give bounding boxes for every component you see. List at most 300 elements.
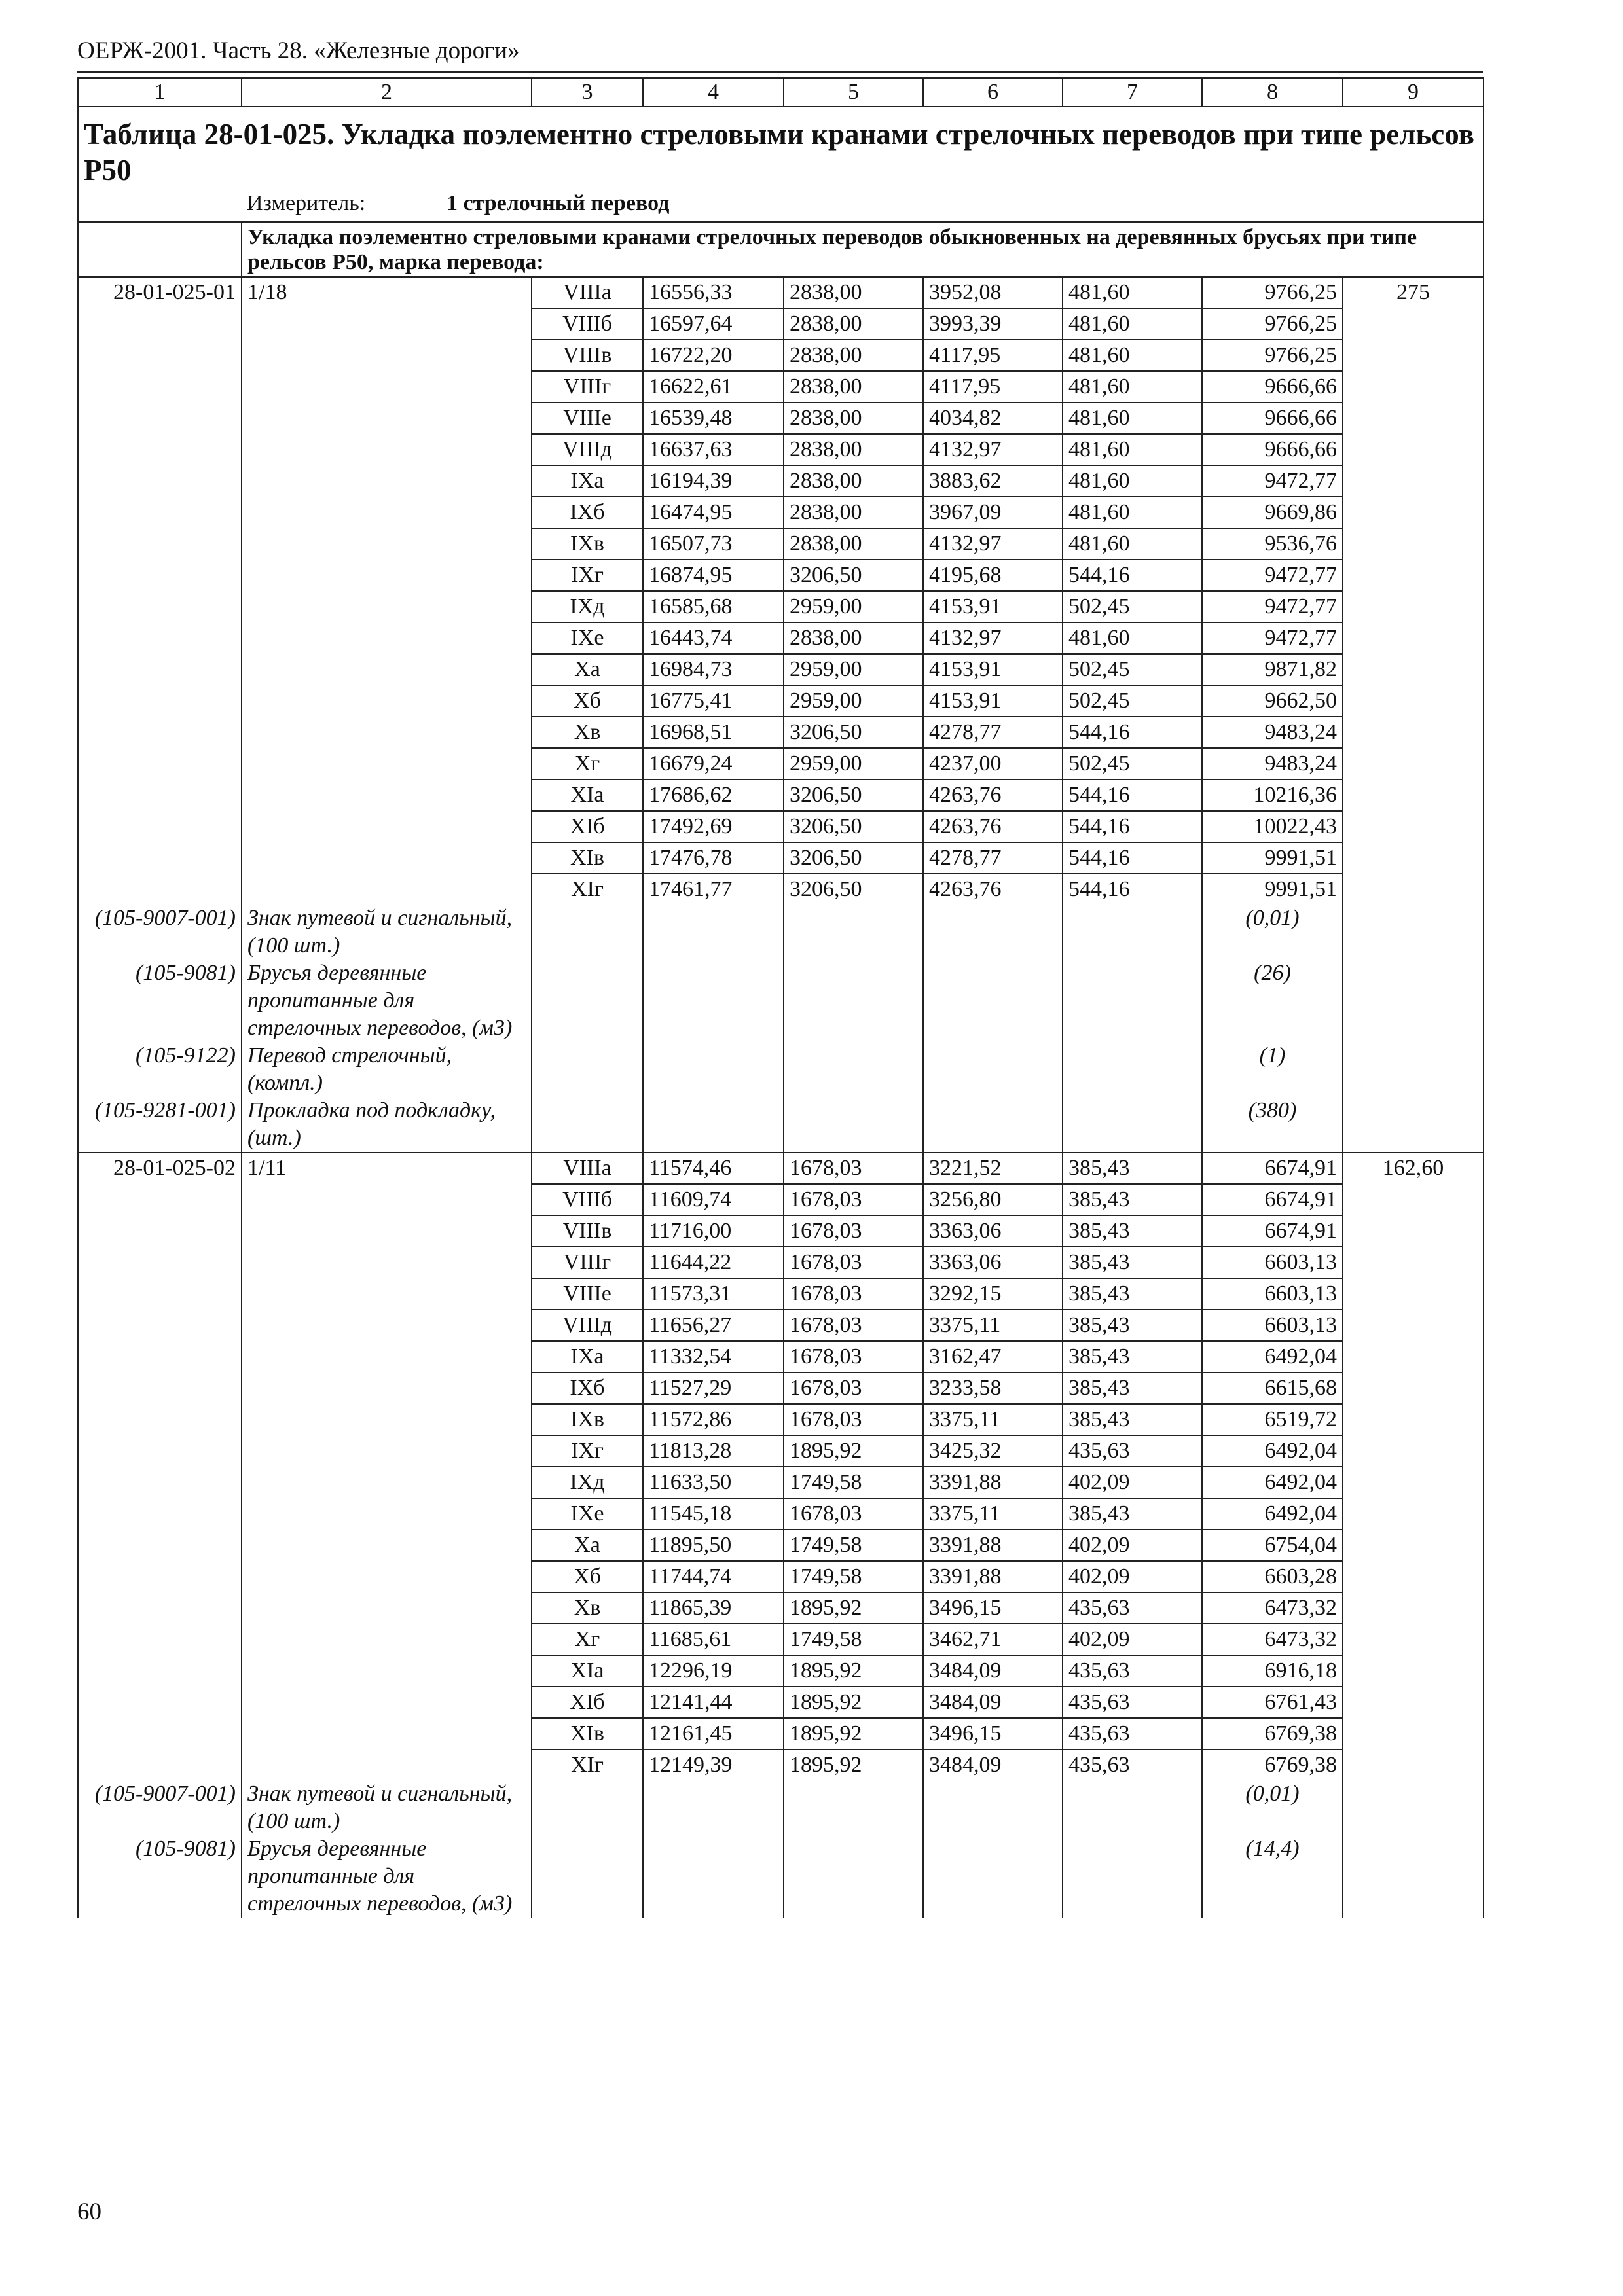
empty-cell xyxy=(1343,905,1484,960)
switch-type: VIIIа xyxy=(532,1153,643,1184)
value-cell: 3233,58 xyxy=(923,1372,1063,1404)
value-cell: 11545,18 xyxy=(643,1498,784,1530)
value-cell: 385,43 xyxy=(1063,1310,1202,1341)
empty-cell xyxy=(643,1835,784,1918)
value-cell: 10216,36 xyxy=(1202,780,1343,811)
value-cell: 1895,92 xyxy=(784,1655,923,1687)
table-row xyxy=(78,748,1484,780)
value-cell: 2838,00 xyxy=(784,403,923,434)
empty-cell xyxy=(1343,780,1484,811)
resource-name: Знак путевой и сигнальный, (100 шт.) xyxy=(242,905,532,960)
table-title: Таблица 28-01-025. Укладка поэлементно стреловыми кранами стрелочных переводов при типе рельсов Р50 xyxy=(78,107,1484,188)
value-cell: 3883,62 xyxy=(923,465,1063,497)
value-cell: 6603,13 xyxy=(1202,1278,1343,1310)
column-number: 3 xyxy=(532,78,643,107)
empty-cell xyxy=(1343,560,1484,591)
value-cell: 16556,33 xyxy=(643,277,784,308)
value-cell: 1749,58 xyxy=(784,1561,923,1592)
empty-cell xyxy=(1343,1561,1484,1592)
empty-cell xyxy=(532,905,643,960)
empty-cell xyxy=(78,1247,242,1278)
empty-cell xyxy=(784,1097,923,1153)
value-cell: 4117,95 xyxy=(923,340,1063,371)
empty-cell xyxy=(242,340,532,371)
value-cell: 402,09 xyxy=(1063,1467,1202,1498)
value-cell: 1678,03 xyxy=(784,1372,923,1404)
table-row xyxy=(78,1184,1484,1215)
value-cell: 11895,50 xyxy=(643,1530,784,1561)
switch-type: XIа xyxy=(532,780,643,811)
section-heading-row xyxy=(78,222,1484,277)
value-cell: 16443,74 xyxy=(643,622,784,654)
switch-type: IXв xyxy=(532,528,643,560)
value-cell: 16585,68 xyxy=(643,591,784,622)
empty-cell xyxy=(78,560,242,591)
value-cell: 2838,00 xyxy=(784,528,923,560)
empty-cell xyxy=(78,842,242,874)
empty-cell xyxy=(78,308,242,340)
empty-cell xyxy=(242,1624,532,1655)
empty-cell xyxy=(242,748,532,780)
value-cell: 1749,58 xyxy=(784,1467,923,1498)
value-cell: 9766,25 xyxy=(1202,308,1343,340)
empty-cell xyxy=(242,1498,532,1530)
empty-cell xyxy=(1343,1749,1484,1780)
switch-type: Xа xyxy=(532,1530,643,1561)
empty-cell xyxy=(242,811,532,842)
empty-cell xyxy=(923,1780,1063,1835)
value-cell: 385,43 xyxy=(1063,1278,1202,1310)
value-cell: 3221,52 xyxy=(923,1153,1063,1184)
value-cell: 16622,61 xyxy=(643,371,784,403)
value-cell: 9472,77 xyxy=(1202,622,1343,654)
value-cell: 4117,95 xyxy=(923,371,1063,403)
value-cell: 6492,04 xyxy=(1202,1498,1343,1530)
empty-cell xyxy=(1343,1718,1484,1749)
value-cell: 9472,77 xyxy=(1202,591,1343,622)
empty-cell xyxy=(923,960,1063,1042)
table-row xyxy=(78,1749,1484,1780)
value-cell: 481,60 xyxy=(1063,528,1202,560)
value-cell: 1895,92 xyxy=(784,1718,923,1749)
switch-type: VIIIг xyxy=(532,371,643,403)
value-cell: 6473,32 xyxy=(1202,1624,1343,1655)
switch-type: VIIIб xyxy=(532,308,643,340)
value-cell: 9766,25 xyxy=(1202,340,1343,371)
switch-type: XIв xyxy=(532,1718,643,1749)
value-cell: 3425,32 xyxy=(923,1435,1063,1467)
value-cell: 11865,39 xyxy=(643,1592,784,1624)
value-cell: 385,43 xyxy=(1063,1341,1202,1372)
empty-cell xyxy=(1343,1097,1484,1153)
switch-type: VIIIб xyxy=(532,1184,643,1215)
empty-cell xyxy=(78,685,242,717)
table-row xyxy=(78,717,1484,748)
switch-type: XIа xyxy=(532,1655,643,1687)
resource-name: Брусья деревянные пропитанные для стрелочных переводов, (м3) xyxy=(242,960,532,1042)
value-cell: 16194,39 xyxy=(643,465,784,497)
page-header: ОЕРЖ-2001. Часть 28. «Железные дороги» xyxy=(77,37,520,64)
empty-cell xyxy=(532,960,643,1042)
empty-cell xyxy=(532,1042,643,1097)
value-cell: 11573,31 xyxy=(643,1278,784,1310)
table-row xyxy=(78,780,1484,811)
empty-cell xyxy=(784,905,923,960)
value-cell: 6674,91 xyxy=(1202,1153,1343,1184)
switch-type: XIв xyxy=(532,842,643,874)
value-cell: 16874,95 xyxy=(643,560,784,591)
empty-cell xyxy=(242,780,532,811)
value-cell: 435,63 xyxy=(1063,1655,1202,1687)
empty-cell xyxy=(1343,842,1484,874)
value-cell: 4195,68 xyxy=(923,560,1063,591)
resource-name: Знак путевой и сигнальный, (100 шт.) xyxy=(242,1780,532,1835)
empty-cell xyxy=(532,1097,643,1153)
value-cell: 544,16 xyxy=(1063,811,1202,842)
value-cell: 11572,86 xyxy=(643,1404,784,1435)
resource-row xyxy=(78,1097,1484,1153)
empty-cell xyxy=(78,874,242,905)
table-row xyxy=(78,1624,1484,1655)
value-cell: 2838,00 xyxy=(784,434,923,465)
empty-cell xyxy=(1343,1341,1484,1372)
value-cell: 4132,97 xyxy=(923,622,1063,654)
table-row xyxy=(78,1247,1484,1278)
value-cell: 11813,28 xyxy=(643,1435,784,1467)
value-cell: 481,60 xyxy=(1063,434,1202,465)
table-row xyxy=(78,308,1484,340)
norm-code: 28-01-025-02 xyxy=(78,1153,242,1184)
empty-cell xyxy=(78,403,242,434)
value-cell: 6603,13 xyxy=(1202,1310,1343,1341)
value-cell: 9871,82 xyxy=(1202,654,1343,685)
empty-cell xyxy=(242,1467,532,1498)
value-cell: 502,45 xyxy=(1063,685,1202,717)
empty-cell xyxy=(1343,811,1484,842)
value-cell: 435,63 xyxy=(1063,1718,1202,1749)
value-cell: 12161,45 xyxy=(643,1718,784,1749)
column-9-value: 275 xyxy=(1343,277,1484,308)
empty-cell xyxy=(242,1341,532,1372)
value-cell: 385,43 xyxy=(1063,1215,1202,1247)
empty-cell xyxy=(923,1097,1063,1153)
value-cell: 4132,97 xyxy=(923,434,1063,465)
value-cell: 9991,51 xyxy=(1202,842,1343,874)
value-cell: 11633,50 xyxy=(643,1467,784,1498)
empty-cell xyxy=(242,1718,532,1749)
value-cell: 435,63 xyxy=(1063,1592,1202,1624)
value-cell: 9666,66 xyxy=(1202,371,1343,403)
switch-mark: 1/18 xyxy=(242,277,532,308)
empty-cell xyxy=(784,1042,923,1097)
resource-code: (105-9122) xyxy=(78,1042,242,1097)
value-cell: 1749,58 xyxy=(784,1530,923,1561)
empty-cell xyxy=(1343,685,1484,717)
empty-cell xyxy=(78,1372,242,1404)
value-cell: 6916,18 xyxy=(1202,1655,1343,1687)
empty-cell xyxy=(78,1498,242,1530)
empty-cell xyxy=(1343,1215,1484,1247)
column-number: 1 xyxy=(78,78,242,107)
empty-cell xyxy=(643,960,784,1042)
switch-type: IXд xyxy=(532,591,643,622)
empty-cell xyxy=(78,1310,242,1341)
value-cell: 402,09 xyxy=(1063,1624,1202,1655)
resource-quantity: (1) xyxy=(1202,1042,1343,1097)
value-cell: 9472,77 xyxy=(1202,465,1343,497)
empty-cell xyxy=(78,1687,242,1718)
value-cell: 1678,03 xyxy=(784,1341,923,1372)
empty-cell xyxy=(242,654,532,685)
value-cell: 11716,00 xyxy=(643,1215,784,1247)
table-row xyxy=(78,497,1484,528)
value-cell: 16597,64 xyxy=(643,308,784,340)
table-row xyxy=(78,654,1484,685)
value-cell: 9536,76 xyxy=(1202,528,1343,560)
value-cell: 6615,68 xyxy=(1202,1372,1343,1404)
empty-cell xyxy=(242,1215,532,1247)
resource-quantity: (26) xyxy=(1202,960,1343,1042)
empty-cell xyxy=(1343,1655,1484,1687)
table-row xyxy=(78,874,1484,905)
value-cell: 4278,77 xyxy=(923,842,1063,874)
empty-cell xyxy=(78,1184,242,1215)
switch-type: IXе xyxy=(532,622,643,654)
value-cell: 6492,04 xyxy=(1202,1341,1343,1372)
resource-row xyxy=(78,960,1484,1042)
value-cell: 3484,09 xyxy=(923,1749,1063,1780)
empty-cell xyxy=(78,371,242,403)
value-cell: 2838,00 xyxy=(784,622,923,654)
table-row xyxy=(78,685,1484,717)
empty-cell xyxy=(242,685,532,717)
empty-cell xyxy=(242,560,532,591)
empty-cell xyxy=(643,1780,784,1835)
empty-cell xyxy=(242,1372,532,1404)
empty-cell xyxy=(1343,654,1484,685)
empty-cell xyxy=(1063,1042,1202,1097)
table-row xyxy=(78,1278,1484,1310)
value-cell: 2838,00 xyxy=(784,371,923,403)
resource-quantity: (0,01) xyxy=(1202,1780,1343,1835)
value-cell: 4263,76 xyxy=(923,874,1063,905)
value-cell: 544,16 xyxy=(1063,560,1202,591)
empty-cell xyxy=(532,1835,643,1918)
value-cell: 1895,92 xyxy=(784,1435,923,1467)
value-cell: 2838,00 xyxy=(784,340,923,371)
table-row xyxy=(78,434,1484,465)
column-9-value: 162,60 xyxy=(1343,1153,1484,1184)
value-cell: 9666,66 xyxy=(1202,434,1343,465)
value-cell: 1895,92 xyxy=(784,1749,923,1780)
empty-cell xyxy=(78,434,242,465)
empty-cell xyxy=(1343,371,1484,403)
empty-cell xyxy=(78,1592,242,1624)
value-cell: 3363,06 xyxy=(923,1215,1063,1247)
empty-cell xyxy=(242,497,532,528)
value-cell: 1895,92 xyxy=(784,1687,923,1718)
value-cell: 2838,00 xyxy=(784,497,923,528)
section-heading: Укладка поэлементно стреловыми кранами стрелочных переводов обыкновенных на деревянных брусьях при типе рельсов Р50, марка перевода: xyxy=(242,222,1484,277)
empty-cell xyxy=(784,1780,923,1835)
value-cell: 1678,03 xyxy=(784,1310,923,1341)
empty-cell xyxy=(1343,960,1484,1042)
value-cell: 9669,86 xyxy=(1202,497,1343,528)
value-cell: 2838,00 xyxy=(784,308,923,340)
empty-cell xyxy=(78,1624,242,1655)
value-cell: 11574,46 xyxy=(643,1153,784,1184)
switch-type: Xб xyxy=(532,685,643,717)
value-cell: 3375,11 xyxy=(923,1404,1063,1435)
switch-type: VIIIе xyxy=(532,403,643,434)
empty-cell xyxy=(242,403,532,434)
table-row xyxy=(78,591,1484,622)
value-cell: 481,60 xyxy=(1063,465,1202,497)
empty-cell xyxy=(78,1749,242,1780)
table-row xyxy=(78,1687,1484,1718)
empty-cell xyxy=(242,1278,532,1310)
column-number: 7 xyxy=(1063,78,1202,107)
table-row xyxy=(78,1498,1484,1530)
value-cell: 6769,38 xyxy=(1202,1749,1343,1780)
value-cell: 10022,43 xyxy=(1202,811,1343,842)
table-row xyxy=(78,1310,1484,1341)
value-cell: 11609,74 xyxy=(643,1184,784,1215)
table-row xyxy=(78,1561,1484,1592)
value-cell: 3206,50 xyxy=(784,717,923,748)
empty-cell xyxy=(1343,497,1484,528)
empty-cell xyxy=(78,1215,242,1247)
value-cell: 11644,22 xyxy=(643,1247,784,1278)
empty-cell xyxy=(1343,1404,1484,1435)
empty-cell xyxy=(242,717,532,748)
value-cell: 3256,80 xyxy=(923,1184,1063,1215)
value-cell: 16968,51 xyxy=(643,717,784,748)
page-number: 60 xyxy=(77,2198,101,2225)
empty-cell xyxy=(784,960,923,1042)
switch-type: IXв xyxy=(532,1404,643,1435)
resource-row xyxy=(78,1835,1484,1918)
value-cell: 3952,08 xyxy=(923,277,1063,308)
empty-cell xyxy=(1343,1780,1484,1835)
empty-cell xyxy=(1063,1780,1202,1835)
table-row xyxy=(78,1215,1484,1247)
empty-cell xyxy=(1343,1184,1484,1215)
table-row xyxy=(78,340,1484,371)
switch-type: IXг xyxy=(532,1435,643,1467)
switch-type: VIIIг xyxy=(532,1247,643,1278)
value-cell: 1678,03 xyxy=(784,1498,923,1530)
switch-type: VIIIв xyxy=(532,340,643,371)
value-cell: 6519,72 xyxy=(1202,1404,1343,1435)
value-cell: 16539,48 xyxy=(643,403,784,434)
empty-cell xyxy=(78,654,242,685)
value-cell: 16507,73 xyxy=(643,528,784,560)
value-cell: 9991,51 xyxy=(1202,874,1343,905)
empty-cell xyxy=(1343,465,1484,497)
empty-cell xyxy=(242,1749,532,1780)
empty-cell xyxy=(1063,960,1202,1042)
value-cell: 3993,39 xyxy=(923,308,1063,340)
value-cell: 11685,61 xyxy=(643,1624,784,1655)
value-cell: 385,43 xyxy=(1063,1372,1202,1404)
switch-type: VIIIе xyxy=(532,1278,643,1310)
value-cell: 11332,54 xyxy=(643,1341,784,1372)
value-cell: 17686,62 xyxy=(643,780,784,811)
value-cell: 544,16 xyxy=(1063,717,1202,748)
table-row xyxy=(78,811,1484,842)
empty-cell xyxy=(78,1530,242,1561)
value-cell: 11527,29 xyxy=(643,1372,784,1404)
empty-cell xyxy=(242,434,532,465)
empty-cell xyxy=(78,622,242,654)
value-cell: 3375,11 xyxy=(923,1498,1063,1530)
empty-cell xyxy=(1063,1097,1202,1153)
value-cell: 1678,03 xyxy=(784,1278,923,1310)
switch-type: Xг xyxy=(532,748,643,780)
meter-value: 1 стрелочный перевод xyxy=(447,191,670,215)
empty-cell xyxy=(78,1404,242,1435)
value-cell: 4132,97 xyxy=(923,528,1063,560)
value-cell: 385,43 xyxy=(1063,1153,1202,1184)
empty-cell xyxy=(1343,1624,1484,1655)
value-cell: 1678,03 xyxy=(784,1404,923,1435)
empty-cell xyxy=(923,905,1063,960)
resource-code: (105-9081) xyxy=(78,960,242,1042)
value-cell: 385,43 xyxy=(1063,1498,1202,1530)
empty-cell xyxy=(242,308,532,340)
switch-type: XIб xyxy=(532,811,643,842)
resource-code: (105-9007-001) xyxy=(78,905,242,960)
value-cell: 3206,50 xyxy=(784,811,923,842)
empty-cell xyxy=(78,465,242,497)
resource-row xyxy=(78,905,1484,960)
value-cell: 3375,11 xyxy=(923,1310,1063,1341)
value-cell: 481,60 xyxy=(1063,308,1202,340)
value-cell: 3496,15 xyxy=(923,1718,1063,1749)
table-row xyxy=(78,277,1484,308)
resource-quantity: (380) xyxy=(1202,1097,1343,1153)
resource-quantity: (14,4) xyxy=(1202,1835,1343,1918)
value-cell: 2959,00 xyxy=(784,685,923,717)
value-cell: 1749,58 xyxy=(784,1624,923,1655)
empty-cell xyxy=(1343,1592,1484,1624)
table-row xyxy=(78,1655,1484,1687)
value-cell: 435,63 xyxy=(1063,1749,1202,1780)
value-cell: 3391,88 xyxy=(923,1530,1063,1561)
table-row xyxy=(78,1404,1484,1435)
value-cell: 385,43 xyxy=(1063,1184,1202,1215)
value-cell: 4263,76 xyxy=(923,811,1063,842)
value-cell: 3206,50 xyxy=(784,780,923,811)
empty-cell xyxy=(242,1530,532,1561)
value-cell: 4263,76 xyxy=(923,780,1063,811)
resource-name: Прокладка под подкладку, (шт.) xyxy=(242,1097,532,1153)
table-row xyxy=(78,1341,1484,1372)
table-title-row xyxy=(78,107,1484,188)
value-cell: 16474,95 xyxy=(643,497,784,528)
empty-cell xyxy=(78,811,242,842)
empty-cell xyxy=(242,1435,532,1467)
empty-cell xyxy=(532,1780,643,1835)
empty-cell xyxy=(1343,1435,1484,1467)
value-cell: 544,16 xyxy=(1063,874,1202,905)
empty-cell xyxy=(1343,717,1484,748)
empty-cell xyxy=(242,622,532,654)
empty-cell xyxy=(242,1655,532,1687)
value-cell: 4153,91 xyxy=(923,654,1063,685)
table-row xyxy=(78,1718,1484,1749)
